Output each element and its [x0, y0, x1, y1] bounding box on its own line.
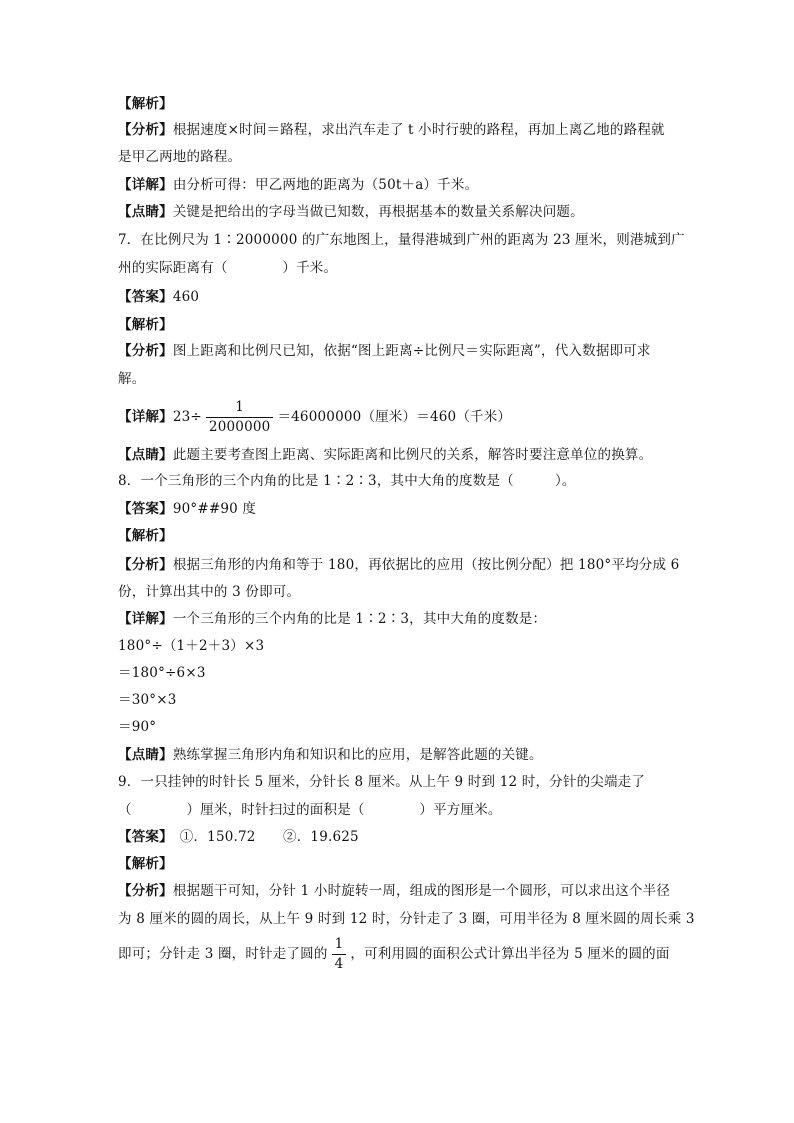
- dianjing-text: 熟练掌握三角形内角和知识和比的应用，是解答此题的关键。: [172, 747, 543, 763]
- q6-fenxi-line-1: [118, 121, 678, 139]
- fenxi-text: 是甲乙两地的路程。: [118, 149, 242, 165]
- q8-xiangjie-line: [118, 610, 678, 628]
- fenxi-tag: 【分析】: [118, 557, 173, 573]
- question-text: 8．一个三角形的三个内角的比是 1∶2∶3，其中大角的度数是（ ）。: [118, 473, 576, 489]
- fenxi-tag: 【分析】: [118, 343, 173, 359]
- xiangjie-text: 由分析可得：甲乙两地的距离为（50t＋a）千米。: [172, 177, 479, 193]
- q7-dianjing-line: [118, 446, 678, 464]
- dianjing-tag: 【点睛】: [118, 447, 173, 463]
- xiangjie-text: 23÷: [172, 409, 202, 425]
- fraction-1-over-2000000: [206, 398, 274, 435]
- answer-tag: 【答案】: [118, 289, 173, 305]
- dianjing-text: 关键是把给出的字母当做已知数，再根据基本的数量关系解决问题。: [172, 204, 584, 220]
- q6-fenxi-line-2: [118, 148, 678, 166]
- question-text: 7．在比例尺为 1∶2000000 的广东地图上，量得港城到广州的距离为 23 厘米，则港城到广: [118, 232, 685, 248]
- q9-jiexi-heading: [118, 855, 678, 873]
- answer-text: 90°##90 度: [172, 501, 257, 517]
- jiexi-tag: 【解析】: [118, 528, 173, 544]
- q8-calc-line-3: [118, 691, 678, 709]
- dianjing-text: 此题主要考查图上距离、实际距离和比例尺的关系，解答时要注意单位的换算。: [172, 447, 653, 463]
- calc-step: ＝30°×3: [118, 692, 177, 708]
- fenxi-text: 份，计算出其中的 3 份即可。: [118, 584, 301, 600]
- q6-jiexi-heading: [118, 95, 678, 113]
- xiangjie-tag: 【详解】: [118, 177, 173, 193]
- fenxi-text: 根据三角形的内角和等于 180，再依据比的应用（按比例分配）把 180°平均分成 6: [172, 557, 680, 573]
- q8-calc-line-1: [118, 637, 678, 655]
- xiangjie-tag: 【详解】: [118, 409, 173, 425]
- fraction-numerator: 1: [206, 401, 274, 419]
- dianjing-tag: 【点睛】: [118, 747, 173, 763]
- q8-question-line: [118, 472, 678, 490]
- q7-fenxi-line-2: [118, 370, 678, 388]
- question-text: （ ）厘米，时针扫过的面积是（ ）平方厘米。: [118, 802, 502, 818]
- calc-step: ＝90°: [118, 719, 157, 735]
- xiangjie-text: 一个三角形的三个内角的比是 1∶2∶3，其中大角的度数是：: [172, 611, 547, 627]
- jiexi-tag: 【解析】: [118, 856, 173, 872]
- fenxi-text: 根据题干可知，分针 1 小时旋转一周，组成的图形是一个圆形，可以求出这个半径: [172, 883, 671, 899]
- answer-tag: 【答案】: [118, 829, 167, 845]
- fenxi-text: 即可；分针走 3 圈，时针走了圆的: [118, 946, 328, 962]
- fraction-denominator: 2000000: [208, 419, 271, 435]
- question-text: 州的实际距离有（ ）千米。: [118, 260, 338, 276]
- question-text: 9．一只挂钟的时针长 5 厘米，分针长 8 厘米。从上午 9 时到 12 时，分针的尖端走了: [118, 774, 646, 790]
- q8-calc-line-2: [118, 664, 678, 682]
- answer-tag: 【答案】: [118, 501, 173, 517]
- fraction-denominator: 4: [334, 956, 344, 972]
- fenxi-text: 图上距离和比例尺已知，依据“图上距离÷比例尺＝实际距离”，代入数据即可求: [172, 343, 651, 359]
- q7-question-line-1: [118, 231, 685, 249]
- q7-fenxi-line-1: [118, 342, 678, 360]
- answer-text: ①．150.72 ②．19.625: [166, 829, 359, 845]
- fenxi-tag: 【分析】: [118, 883, 173, 899]
- q9-fenxi-line-1: [118, 882, 678, 900]
- q8-fenxi-line-1: [118, 556, 678, 574]
- q8-dianjing-line: [118, 746, 678, 764]
- jiexi-tag: 【解析】: [118, 96, 173, 112]
- calc-step: ＝180°÷6×3: [118, 665, 206, 681]
- answer-text: 460: [172, 289, 200, 305]
- q8-jiexi-heading: [118, 527, 678, 545]
- q7-answer-line: [118, 288, 678, 306]
- jiexi-tag: 【解析】: [118, 317, 173, 333]
- q8-answer-line: [118, 500, 678, 518]
- q7-question-line-2: [118, 259, 678, 277]
- calc-step: 180°÷（1＋2＋3）×3: [118, 638, 265, 654]
- fenxi-text: 解。: [118, 371, 146, 387]
- fenxi-text: 为 8 厘米的圆的周长，从上午 9 时到 12 时，分针走了 3 圈，可用半径为 8 厘米圆的周长乘 3: [118, 911, 695, 927]
- q6-dianjing-line: [118, 203, 678, 221]
- q9-question-line-2: [118, 801, 678, 819]
- q9-fenxi-line-3: [118, 936, 678, 972]
- xiangjie-tag: 【详解】: [118, 611, 173, 627]
- q8-fenxi-line-2: [118, 583, 678, 601]
- q8-calc-line-4: [118, 718, 678, 736]
- fenxi-tag: 【分析】: [118, 122, 173, 138]
- fenxi-text: ，可利用圆的面积公式计算出半径为 5 厘米的圆的面: [350, 946, 670, 962]
- xiangjie-text: ＝46000000（厘米）＝460（千米）: [277, 409, 512, 425]
- dianjing-tag: 【点睛】: [118, 204, 173, 220]
- q7-jiexi-heading: [118, 316, 678, 334]
- q9-answer-line: [118, 828, 678, 846]
- q7-xiangjie-line: [118, 398, 678, 436]
- q9-fenxi-line-2: [118, 910, 695, 928]
- q9-question-line-1: [118, 773, 678, 791]
- fraction-1-over-4: [332, 935, 347, 972]
- fenxi-text: 根据速度×时间＝路程，求出汽车走了 t 小时行驶的路程，再加上离乙地的路程就: [172, 122, 665, 138]
- q6-xiangjie-line: [118, 176, 678, 194]
- fraction-numerator: 1: [332, 938, 347, 956]
